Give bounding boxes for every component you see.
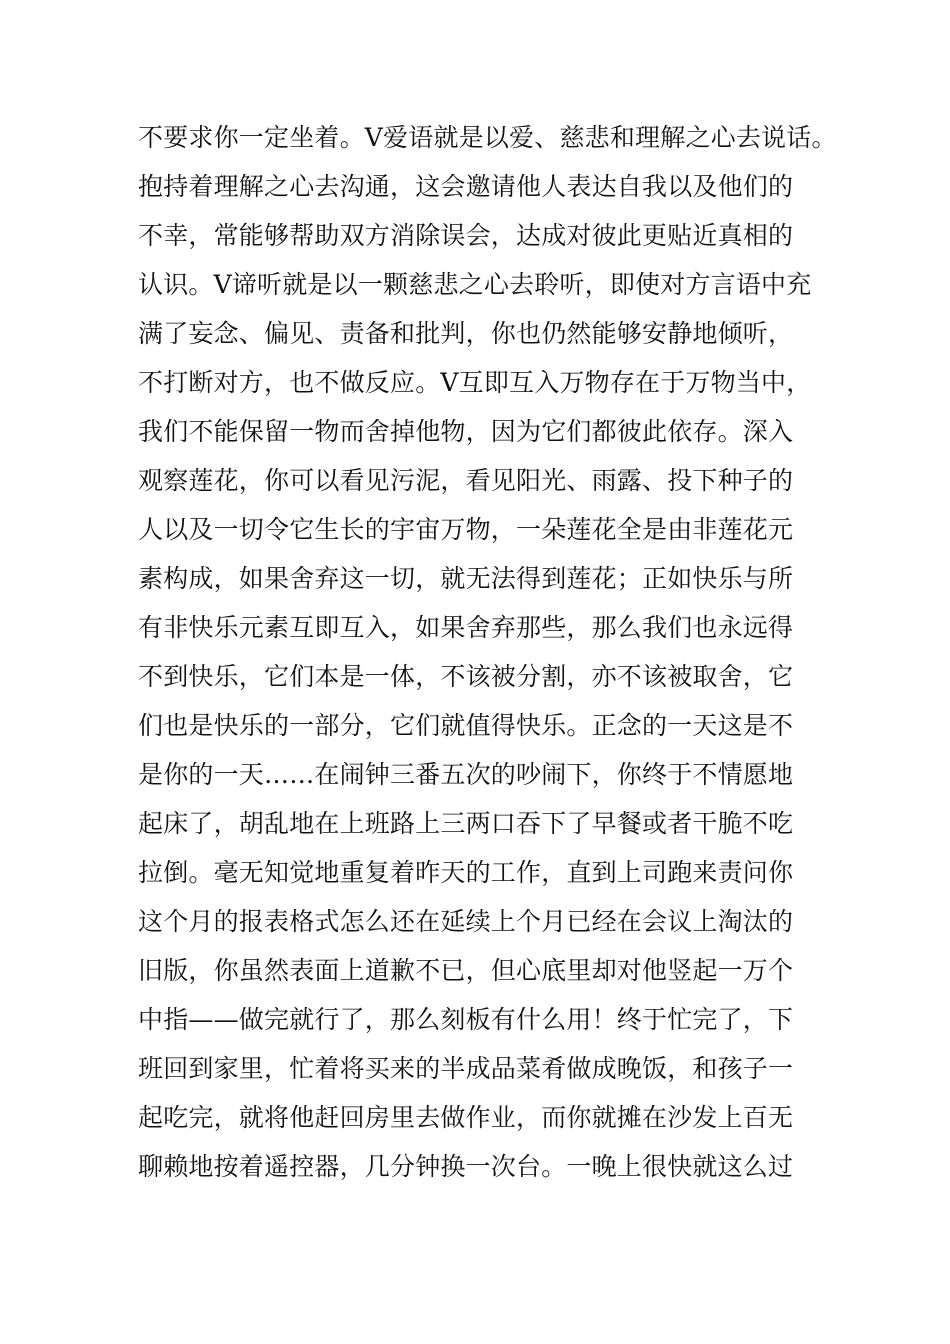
text-line: 们也是快乐的一部分，它们就值得快乐。正念的一天这是不 [138, 711, 794, 740]
text-line: 这个月的报表格式怎么还在延续上个月已经在会议上淘汰的 [138, 907, 794, 936]
text-line: 拉倒。毫无知觉地重复着昨天的工作，直到上司跑来责问你 [138, 858, 794, 887]
text-line: 认识。V谛听就是以一颗慈悲之心去聆听，即使对方言语中充 [138, 270, 812, 299]
text-line: 抱持着理解之心去沟通，这会邀请他人表达自我以及他们的 [138, 172, 794, 201]
text-line: 有非快乐元素互即互入，如果舍弃那些，那么我们也永远得 [138, 613, 794, 642]
text-line: 中指——做完就行了，那么刻板有什么用！终于忙完了，下 [138, 1005, 794, 1034]
text-line: 不要求你一定坐着。V爱语就是以爱、慈悲和理解之心去说话。 [138, 123, 837, 152]
text-line: 不到快乐，它们本是一体，不该被分割，亦不该被取舍，它 [138, 662, 794, 691]
text-line: 满了妄念、偏见、责备和批判，你也仍然能够安静地倾听， [138, 319, 794, 348]
text-line: 不打断对方，也不做反应。V互即互入万物存在于万物当中， [138, 368, 812, 397]
text-line: 不幸，常能够帮助双方消除误会，达成对彼此更贴近真相的 [138, 221, 794, 250]
text-line: 班回到家里，忙着将买来的半成品菜肴做成晚饭，和孩子一 [138, 1054, 794, 1083]
text-line: 观察莲花，你可以看见污泥，看见阳光、雨露、投下种子的 [138, 466, 794, 495]
text-line: 起床了，胡乱地在上班路上三两口吞下了早餐或者干脆不吃 [138, 809, 794, 838]
text-line: 聊赖地按着遥控器，几分钟换一次台。一晚上很快就这么过 [138, 1152, 794, 1181]
body-text [138, 113, 858, 1191]
text-line: 起吃完，就将他赶回房里去做作业，而你就摊在沙发上百无 [138, 1103, 794, 1132]
text-line: 是你的一天……在闹钟三番五次的吵闹下，你终于不情愿地 [138, 760, 794, 789]
text-line: 人以及一切令它生长的宇宙万物，一朵莲花全是由非莲花元 [138, 515, 794, 544]
text-line: 我们不能保留一物而舍掉他物，因为它们都彼此依存。深入 [138, 417, 794, 446]
text-line: 旧版，你虽然表面上道歉不已，但心底里却对他竖起一万个 [138, 956, 794, 985]
text-line: 素构成，如果舍弃这一切，就无法得到莲花；正如快乐与所 [138, 564, 794, 593]
